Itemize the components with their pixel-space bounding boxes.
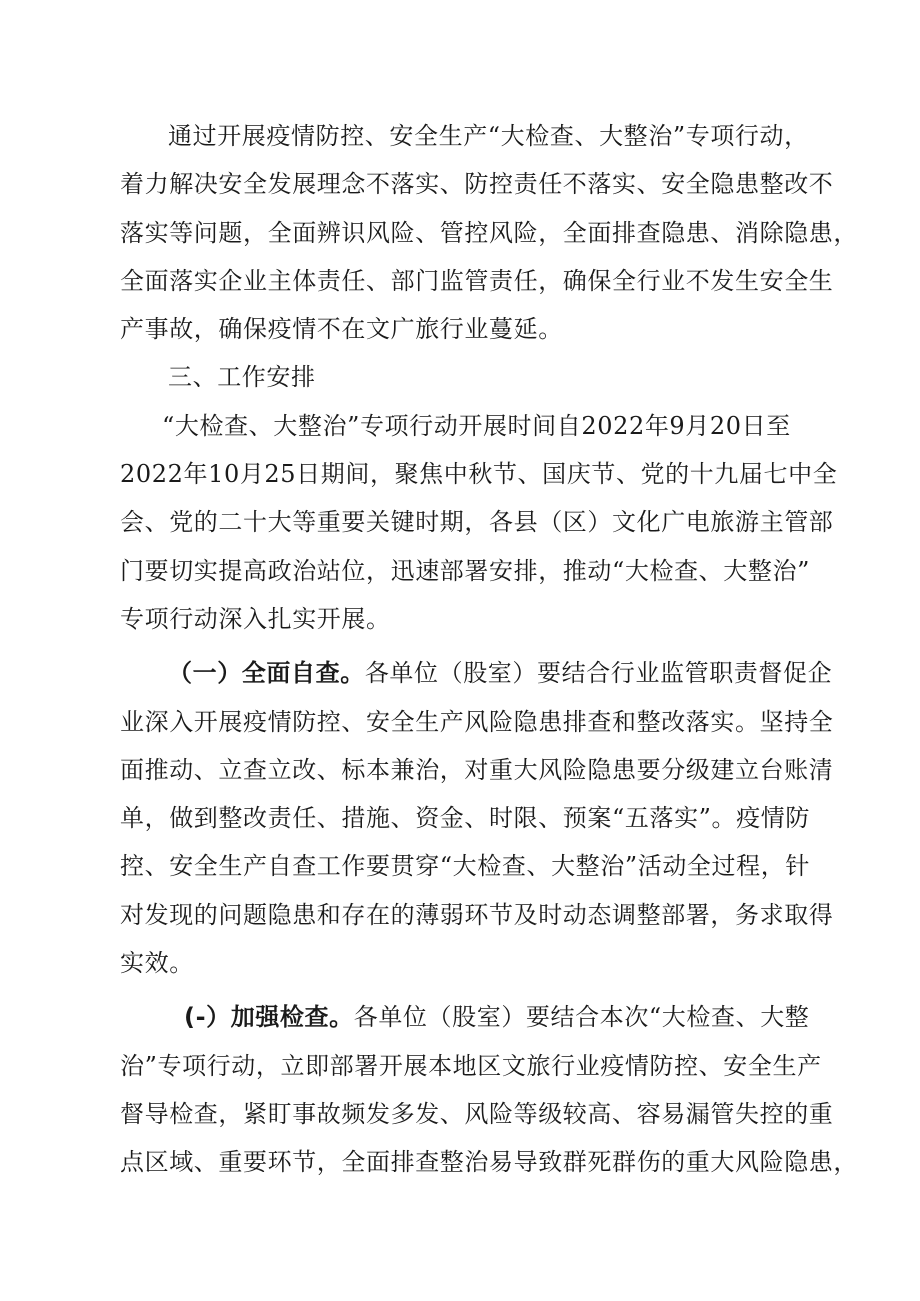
- item-2-first-line-text: 各单位（股室）要结合本次“大检查、大整: [353, 1003, 810, 1032]
- document-body: [120, 112, 858, 1187]
- text-line: 治”专项行动，立即部署开展本地区文旅行业疫情防控、安全生产: [120, 1051, 822, 1080]
- text-line: 全面落实企业主体责任、部门监管责任，确保全行业不发生安全生: [120, 266, 834, 295]
- text-line: 控、安全生产自查工作要贯穿“大检查、大整治”活动全过程，针: [120, 852, 810, 881]
- text-line: 2022年10月25日期间，聚焦中秋节、国庆节、党的十九届七中全: [120, 460, 838, 489]
- text-line: 对发现的问题隐患和存在的薄弱环节及时动态调整部署，务求取得: [120, 900, 834, 929]
- item-1-lead: （一）全面自查。: [168, 659, 365, 688]
- item-2-first-line: [120, 993, 810, 1041]
- text-line: 通过开展疫情防控、安全生产“大检查、大整治”专项行动，: [168, 122, 809, 150]
- item-2-paragraph: [120, 993, 858, 1186]
- text-line: 业深入开展疫情防控、安全生产风险隐患排查和整改落实。坚持全: [120, 707, 834, 736]
- item-1-paragraph: [120, 649, 834, 987]
- text-line: 点区域、重要环节，全面排查整治易导致群死群伤的重大风险隐患，: [120, 1148, 858, 1177]
- text-line: 督导检查，紧盯事故频发多发、风险等级较高、容易漏管失控的重: [120, 1099, 834, 1128]
- text-line: 专项行动深入扎实开展。: [120, 604, 391, 633]
- text-line: 单，做到整改责任、措施、资金、时限、预案“五落实”。疫情防: [120, 804, 810, 833]
- text-line: 着力解决安全发展理念不落实、防控责任不落实、安全隐患整改不: [120, 170, 834, 199]
- text-line: 会、党的二十大等重要关键时期，各县（区）文化广电旅游主管部: [120, 508, 834, 537]
- item-1-first-line: [120, 649, 833, 697]
- text-line: 面推动、立查立改、标本兼治，对重大风险隐患要分级建立台账清: [120, 755, 834, 784]
- item-1-first-line-text: 各单位（股室）要结合行业监管职责督促企: [364, 659, 833, 688]
- text-line: 实效。: [120, 949, 194, 978]
- text-line: 门要切实提高政治站位，迅速部署安排，推动“大检查、大整治”: [120, 556, 810, 585]
- intro-paragraph: [120, 112, 858, 353]
- section-heading: 三、工作安排: [168, 363, 316, 392]
- text-line: “大检查、大整治”专项行动开展时间自2022年9月20日至: [162, 411, 791, 440]
- item-2-lead: (-）加强检查。: [184, 1003, 354, 1032]
- text-line: 产事故，确保疫情不在文广旅行业蔓延。: [120, 315, 563, 344]
- text-line: 落实等问题，全面辨识风险、管控风险，全面排查隐患、消除隐患，: [120, 218, 858, 247]
- arrangement-paragraph: [120, 402, 838, 643]
